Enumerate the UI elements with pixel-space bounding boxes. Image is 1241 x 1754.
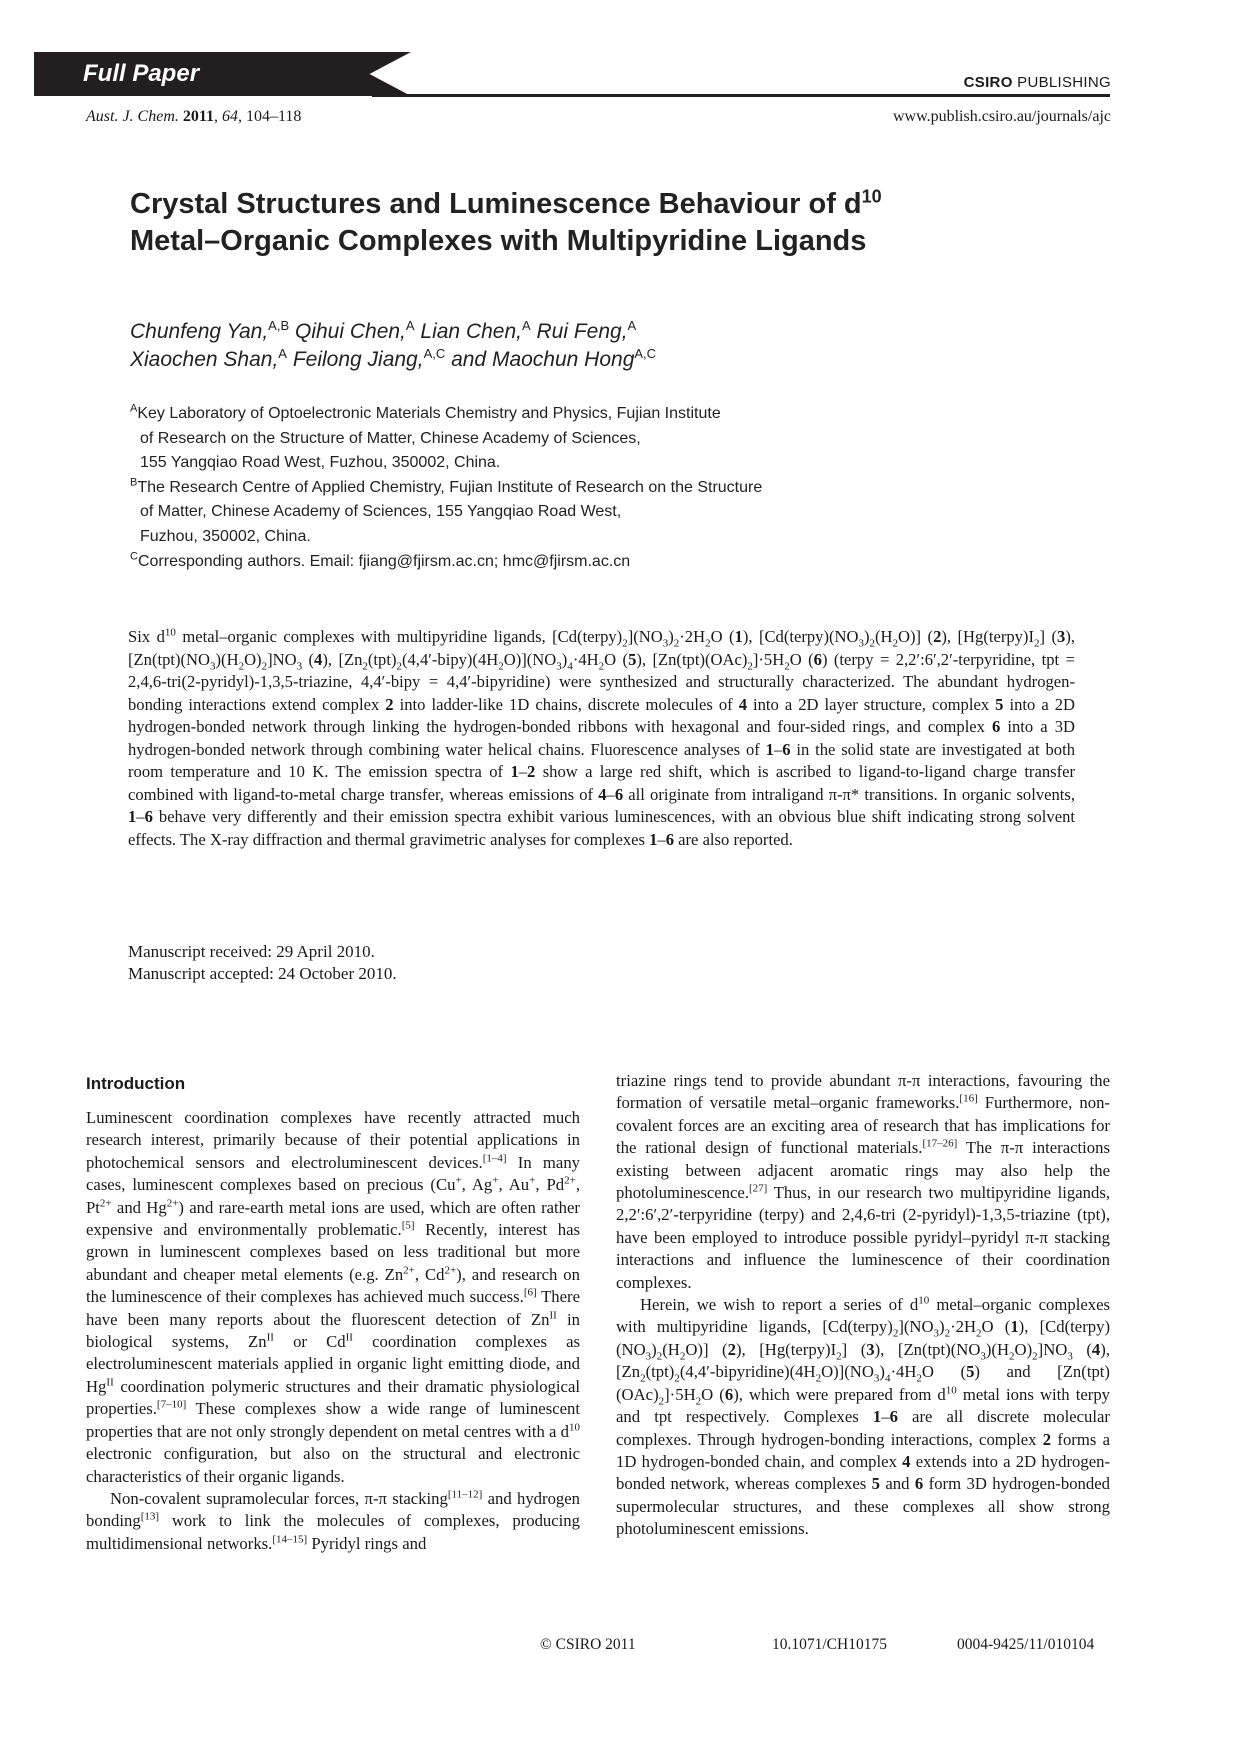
publisher-name [964, 74, 1111, 91]
issn: 0004-9425/11/010104 [957, 1636, 1095, 1653]
abstract: Six $d^{10}$ metal–organic complexes with multipyridine ligands, $[Cd(terpy)_2](NO_3)_2\cdot 2H_2O$ (1), $[Cd(terpy)(NO_3)_2(H_2O)]$ (2), $[Hg(terpy)I_2]$ (3), $[Zn(tpt)(NO_3)(H_2O)_2]NO_3$ (4), $[Zn_2(tpt)_2(4,4'-bipy)(4H_2O)](NO_3)_4\cdot 4H_2O$ (5), $[Zn(tpt)(OAc)_2]\cdot 5H_2O$ (6) (terpy = 2,2′:6′,2′-terpyridine, tpt = 2,4,6-tri(2-pyridyl)-1,3,5-triazine, 4,4′-bipy = 4,4′-bipyridine) were synthesized and structurally characterized. The abundant hydrogen-bonding interactions extend complex 2 into ladder-like 1D chains, discrete molecules of 4 into a 2D layer structure, complex 5 into a 2D hydrogen-bonded network through linking the hydrogen-bonded ribbons with hexagonal and four-sided rings, and complex 6 into a 3D hydrogen-bonded network through combining water helical chains. Fluorescence analyses of 1–6 in the solid state are investigated at both room temperature and 10 K. The emission spectra of 1–2 show a large red shift, which is ascribed to ligand-to-ligand charge transfer combined with ligand-to-metal charge transfer, whereas emissions of 4–6 all originate from intraligand π-π* transitions. In organic solvents, 1–6 behave very differently and their emission spectra exhibit various luminescences, with an obvious blue shift indicating strong solvent effects. The X-ray diffraction and thermal gravimetric analyses for complexes 1–6 are also reported. [128, 626, 1075, 849]
author-name: Lian Chen, [420, 320, 522, 343]
affiliation [130, 550, 850, 575]
citation: Aust. J. Chem. 2011, 64, 104–118 [86, 108, 302, 125]
author-affiliation: A [627, 318, 637, 333]
author-affiliation: A,B [268, 318, 290, 333]
author-affiliation: A,C [423, 346, 446, 361]
affiliation [130, 402, 850, 476]
header-rule [372, 94, 1110, 97]
body-column-right [616, 1070, 1110, 1541]
publisher-rest: PUBLISHING [1012, 74, 1111, 91]
author-name: Feilong Jiang, [292, 348, 424, 371]
affiliation-line: of Research on the Structure of Matter, Chinese Academy of Sciences, [140, 429, 641, 447]
affiliation-line: of Matter, Chinese Academy of Sciences, 155 Yangqiao Road West, [140, 503, 622, 521]
title-line-1: Crystal Structures and Luminescence Behaviour of d [130, 188, 862, 220]
affiliation-mark: C [130, 550, 138, 563]
citation-volume: 64 [222, 108, 238, 125]
author-affiliation: A [405, 318, 415, 333]
affiliation [130, 476, 850, 550]
author-name: Chunfeng Yan, [130, 320, 269, 343]
affiliation-line: 155 Yangqiao Road West, Fuzhou, 350002, China. [140, 454, 501, 472]
affiliation-line: Fuzhou, 350002, China. [140, 527, 311, 545]
accepted-date: Manuscript accepted: 24 October 2010. [128, 964, 397, 983]
author-affiliation: A [521, 318, 531, 333]
title-line-2: Metal–Organic Complexes with Multipyridine Ligands [130, 225, 867, 257]
received-date: Manuscript received: 29 April 2010. [128, 942, 375, 961]
author-name: and Maochun Hong [451, 348, 635, 371]
article-title [130, 186, 1070, 260]
affiliation-line: Corresponding authors. Email: fjiang@fjirsm.ac.cn; hmc@fjirsm.ac.cn [137, 552, 631, 570]
author-affiliation: A [278, 346, 287, 361]
affiliation-list [130, 402, 850, 574]
title-superscript: 10 [861, 186, 882, 207]
author-list [130, 318, 1030, 374]
copyright: © CSIRO 2011 [540, 1636, 636, 1653]
paragraph: triazine rings tend to provide abundant π-π interactions, favouring the formation of versatile metal–organic frameworks.[16] Furthermore, non-covalent forces are an exciting area of research that has implications for the rational design of functional materials.[17–26] The π-π interactions existing between adjacent aromatic rings may also help the photoluminescence.[27] Thus, in our research two multipyridine ligands, 2,2′:6′,2′-terpyridine (terpy) and 2,4,6-tri (2-pyridyl)-1,3,5-triazine (tpt), have been employed to introduce possible pyridyl–pyridyl π-π stacking interactions and influence the luminescence of their coordination complexes. [616, 1071, 1110, 1292]
affiliation-line: The Research Centre of Applied Chemistry, Fujian Institute of Research on the Structure [137, 478, 763, 496]
section-heading: Introduction [86, 1074, 186, 1093]
author-affiliation: A,C [634, 346, 657, 361]
affiliation-mark: A [130, 402, 138, 415]
author-name: Rui Feng, [536, 320, 628, 343]
citation-pages: 104–118 [246, 108, 302, 125]
paragraph: Herein, we wish to report a series of $d^{10}$ metal–organic complexes with multipyridine ligands, $[Cd(terpy)_2](NO_3)_2\cdot 2H_2O$ (1), $[Cd(terpy)(NO_3)_2(H_2O)]$ (2), $[Hg(terpy)I_2]$ (3), $[Zn(tpt)(NO_3)(H_2O)_2]NO_3$ (4), $[Zn_2(tpt)_2(4,4'-bipyridine)(4H_2O)](NO_3)_4\cdot 4H_2O$ (5) and $[Zn(tpt)(OAc)_2]\cdot 5H_2O$ (6), which were prepared from $d^{10}$ metal ions with terpy and tpt respectively. Complexes 1–6 are all discrete molecular complexes. Through hydrogen-bonding interactions, complex 2 forms a 1D hydrogen-bonded chain, and complex 4 extends into a 2D hydrogen-bonded network, whereas complexes 5 and 6 form 3D hydrogen-bonded supermolecular structures, and these complexes all show strong photoluminescent emissions. [616, 1294, 1111, 1539]
doi[interactable]: 10.1071/CH10175 [772, 1636, 887, 1653]
body-column-left [86, 1073, 580, 1555]
affiliation-line: Key Laboratory of Optoelectronic Materials Chemistry and Physics, Fujian Institute [137, 405, 721, 422]
citation-journal: Aust. J. Chem. [86, 108, 179, 125]
author-name: Qihui Chen, [294, 320, 406, 343]
affiliation-mark: B [130, 476, 138, 489]
paragraph: Non-covalent supramolecular forces, π-π stacking[11–12] and hydrogen bonding[13] work to link the molecules of complexes, producing multidimensional networks.[14–15] Pyridyl rings and [86, 1488, 581, 1553]
author-name: Xiaochen Shan, [130, 348, 279, 371]
article-type-label: Full Paper [83, 60, 200, 87]
paragraph: Luminescent coordination complexes have recently attracted much research interest, primarily because of their potential applications in photochemical sensors and electroluminescent devices.[1–4] In many cases, luminescent complexes based on precious (Cu+, Ag+, Au+, $Pd^{2+}$, $Pt^{2+}$ and $Hg^{2+}$) and rare-earth metal ions are used, which are often rather expensive and environmentally problematic.[5] Recently, interest has grown in luminescent complexes based on less traditional but more abundant and cheaper metal elements (e.g. $Zn^{2+}$, $Cd^{2+}$), and research on the luminescence of their complexes has achieved much success.[6] There have been many reports about the fluorescent detection of $Zn^{II}$ in biological systems, $Zn^{II}$ or $Cd^{II}$ coordination complexes as electroluminescent materials applied in organic light emitting diode, and $Hg^{II}$ coordination polymeric structures and their dramatic physiological properties.[7–10] These complexes show a wide range of luminescent properties that are not only strongly dependent on metal centres with a $d^{10}$ electronic configuration, but also on the structural and electronic characteristics of their organic ligands. [86, 1108, 581, 1486]
publisher-bold: CSIRO [963, 74, 1013, 91]
citation-year: 2011 [182, 108, 214, 125]
manuscript-dates [128, 941, 397, 985]
journal-url[interactable]: www.publish.csiro.au/journals/ajc [892, 108, 1111, 125]
